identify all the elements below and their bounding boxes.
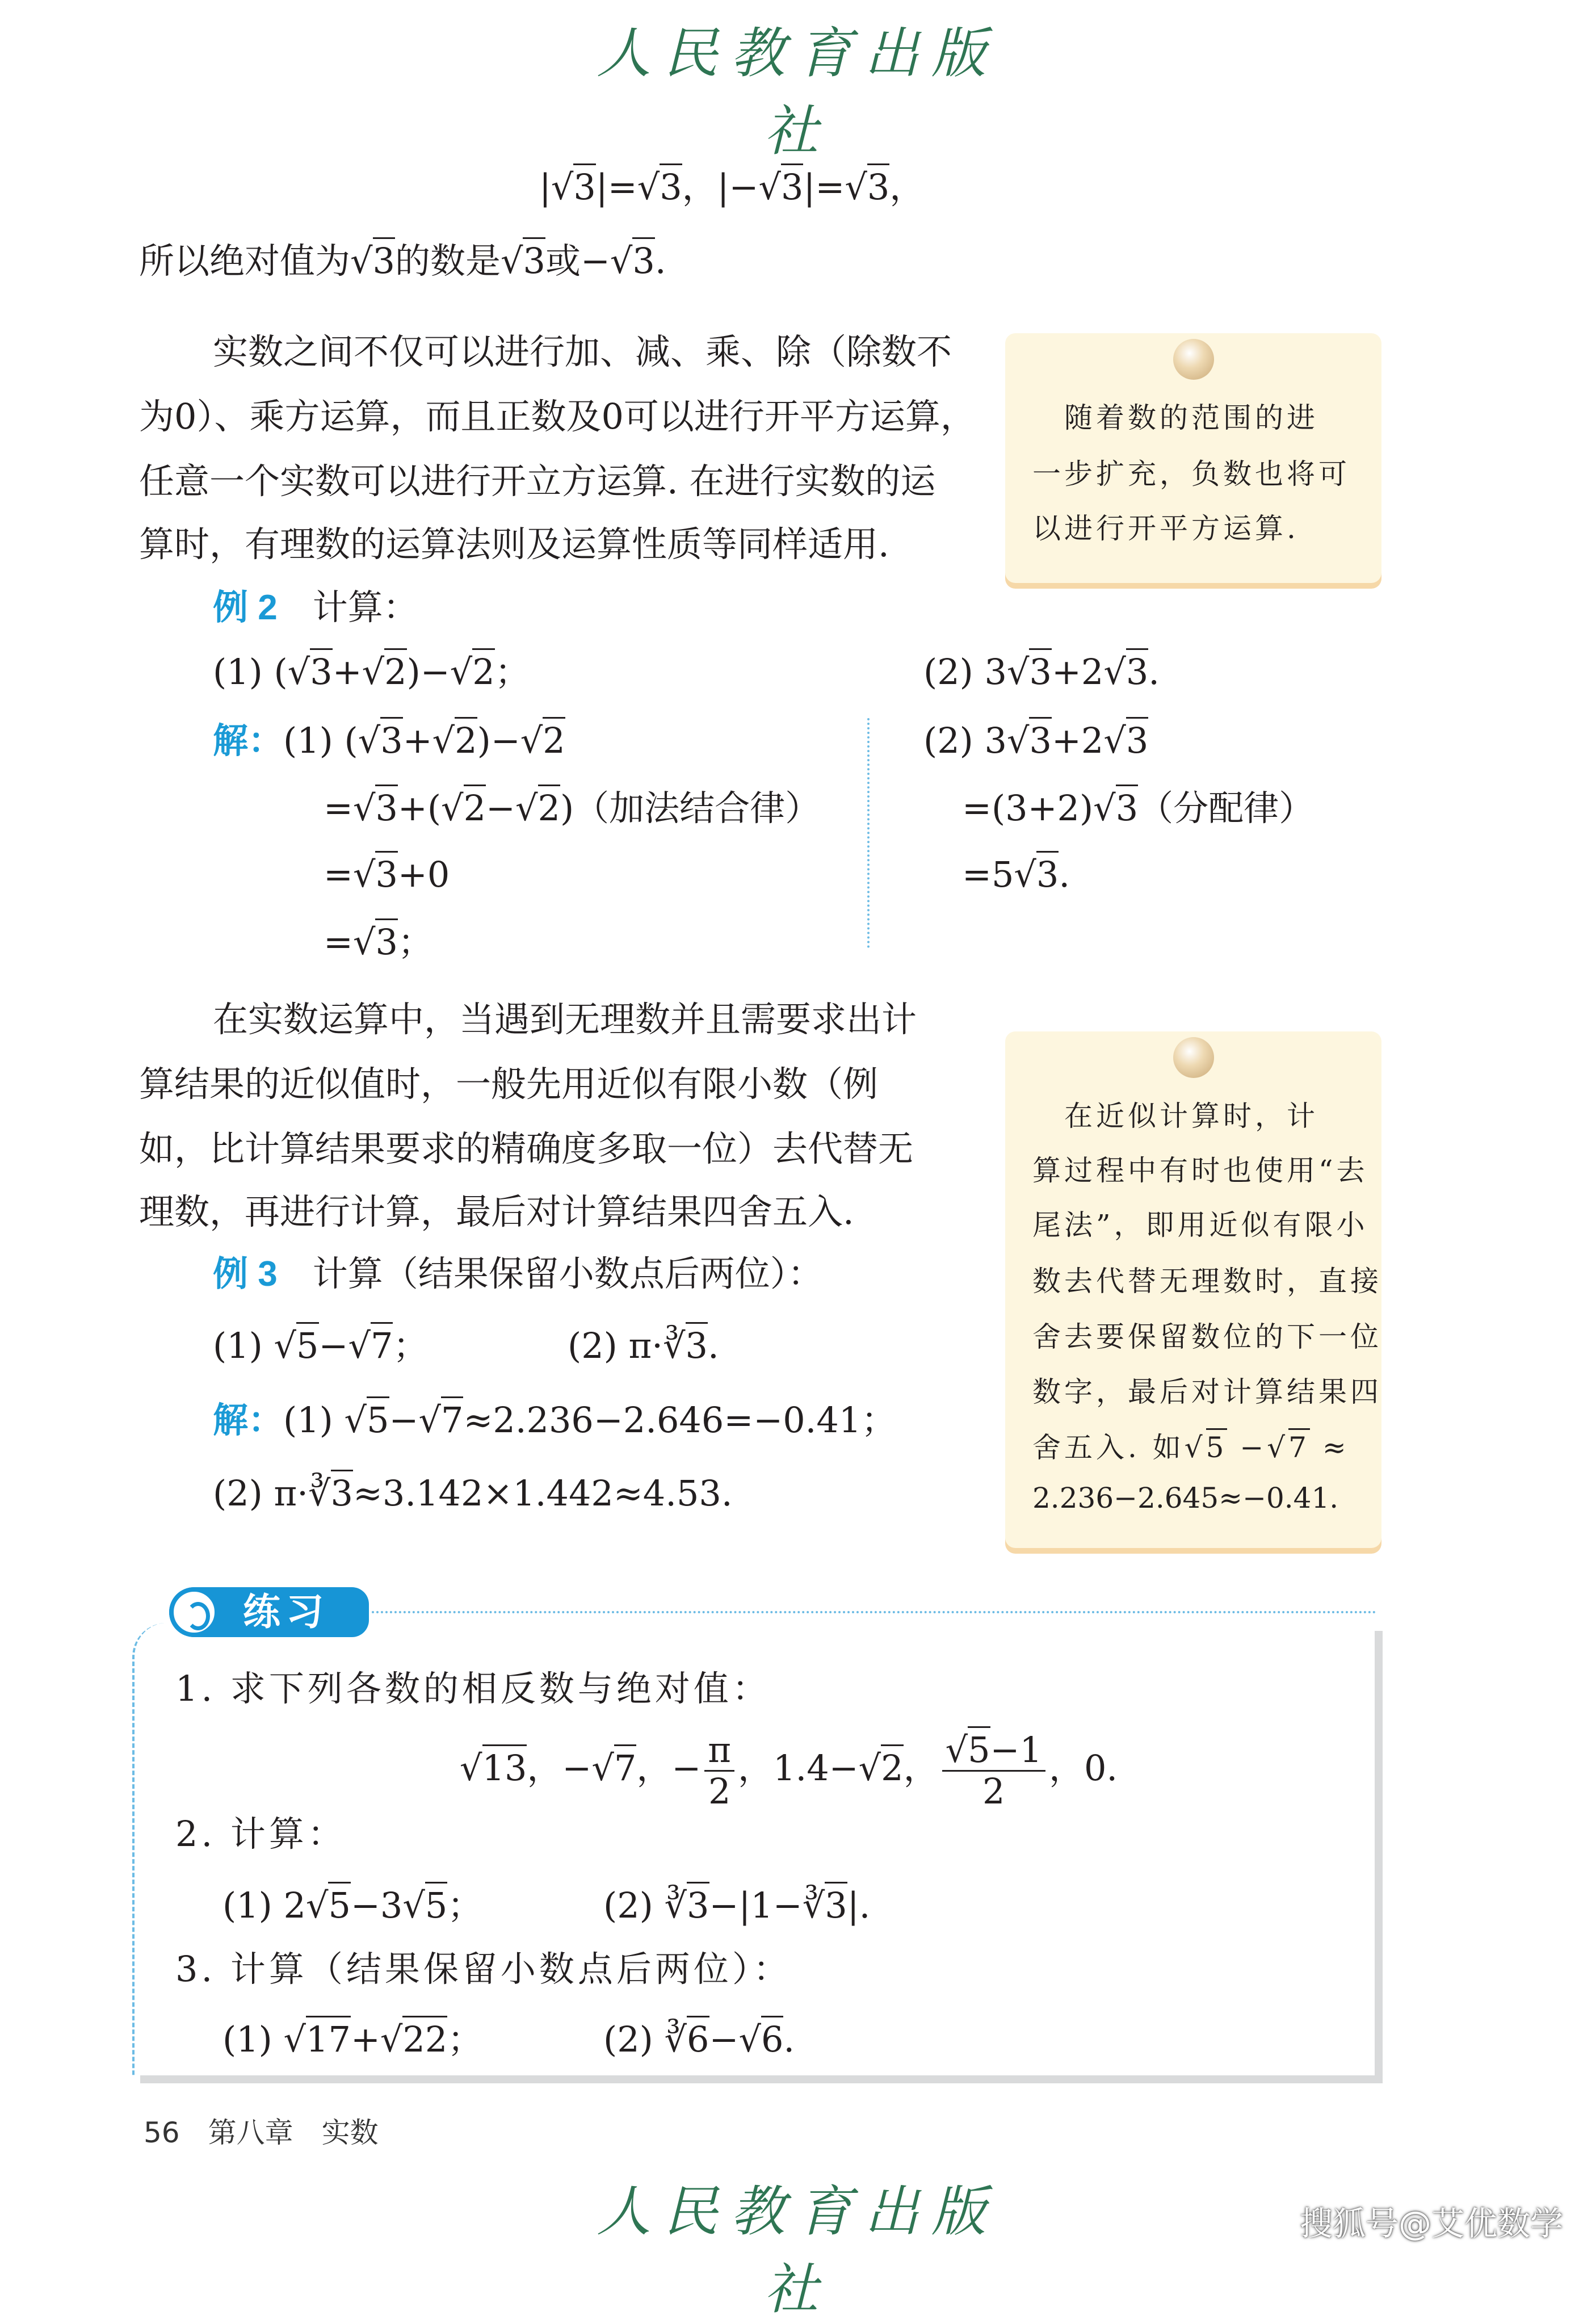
paragraph-line: 任意一个实数可以进行开立方运算. 在进行实数的运: [139, 460, 936, 502]
exercise-icon: [169, 1587, 219, 1637]
side-note-2: [1005, 1031, 1381, 1548]
exercise-q1-items: [460, 1726, 1118, 1811]
solution-step: =√3+0: [324, 852, 450, 897]
solution-step: =(3+2)√3（分配律）: [962, 786, 1314, 831]
solution-step: (2) π·∛3≈3.142×1.442≈4.53.: [213, 1471, 733, 1516]
publisher-logo-bottom: 人民教育出版社: [597, 2180, 998, 2321]
note-line: 在近似计算时，计: [1032, 1100, 1318, 1132]
solution-line: [213, 1398, 896, 1443]
example-label: 例 2: [213, 588, 278, 627]
numerator: √5−1: [942, 1730, 1045, 1772]
exercise-q3: 3. 计算（结果保留小数点后两位）：: [175, 1948, 792, 1990]
math-text: √13，−√7，−: [460, 1744, 701, 1789]
paragraph-line: 算结果的近似值时，一般先用近似有限小数（例: [139, 1063, 879, 1105]
example-2-q1: (1) (√3+√2)−√2；: [213, 649, 530, 695]
exercise-q2: 2. 计算：: [175, 1813, 346, 1855]
page-number: 56: [144, 2116, 180, 2149]
exercise-q3-1: (1) √17+√22；: [222, 2017, 482, 2062]
math-text: ，1.4−√2，: [738, 1744, 939, 1789]
exercise-q1: 1. 求下列各数的相反数与绝对值：: [175, 1668, 771, 1709]
example-2-q2: (2) 3√3+2√3.: [923, 649, 1160, 695]
fraction: [704, 1730, 734, 1811]
note-line: 舍去要保留数位的下一位: [1032, 1320, 1382, 1353]
paragraph-line: 算时，有理数的运算法则及运算性质等同样适用.: [139, 523, 889, 565]
exercise-badge: [169, 1587, 369, 1637]
paragraph-line: 在实数运算中，当遇到无理数并且需要求出计: [213, 999, 917, 1040]
solution-step: =√3；: [324, 920, 433, 965]
paragraph-line: 如，比计算结果要求的精确度多取一位）去代替无: [139, 1128, 914, 1169]
paragraph-line: 实数之间不仅可以进行加、减、乘、除（除数不: [213, 331, 952, 372]
example-3-q2: (2) π·∛3.: [568, 1323, 719, 1369]
note-line: 舍五入. 如√5 −√7 ≈: [1032, 1428, 1350, 1467]
example-label: 例 3: [213, 1255, 278, 1294]
math-text: ，0.: [1048, 1747, 1118, 1789]
note-line: 尾法”，即用近似有限小: [1032, 1209, 1368, 1241]
page-footer: [144, 2115, 379, 2151]
abs-value-conclusion: 所以绝对值为√3的数是√3或−√3.: [139, 238, 666, 284]
solution-step: =√3+(√2−√2)（加法结合律）: [324, 786, 820, 831]
solution-line: [213, 718, 565, 764]
paragraph-line: 为0）、乘方运算，而且正数及0可以进行开平方运算，: [139, 396, 976, 437]
abs-value-equation: |√3|=√3，|−√3|=√3，: [539, 165, 925, 210]
note-line: 一步扩充，负数也将可: [1032, 458, 1350, 490]
denominator: 2: [982, 1771, 1005, 1813]
note-line: 算过程中有时也使用“去: [1032, 1154, 1368, 1187]
solution-label: 解：: [213, 1401, 284, 1440]
example-3-q1: (1) √5−√7；: [213, 1323, 428, 1369]
solution-label: 解：: [213, 721, 284, 761]
exercise-badge-label: 练习: [243, 1590, 329, 1634]
pin-icon: [1173, 339, 1214, 380]
note-line: 随着数的范围的进: [1032, 401, 1318, 434]
example-3-heading: [213, 1251, 823, 1297]
solution-step: =5√3.: [962, 852, 1070, 897]
watermark: 搜狐号@艾优数学: [1300, 2204, 1564, 2243]
example-2-heading: [213, 585, 418, 630]
note-line: 数字，最后对计算结果四: [1032, 1375, 1382, 1408]
exercise-q2-2: (2) ∛3−|1−∛3|.: [603, 1883, 870, 1928]
exercise-q2-1: (1) 2√5−3√5；: [222, 1883, 482, 1928]
note-line: 数去代替无理数时，直接: [1032, 1265, 1382, 1298]
exercise-q3-2: (2) ∛6−√6.: [603, 2017, 795, 2062]
paragraph-line: 理数，再进行计算，最后对计算结果四舍五入.: [139, 1191, 854, 1232]
solution-divider: [867, 718, 870, 948]
chapter-title: 第八章 实数: [208, 2116, 379, 2149]
pin-icon: [1173, 1037, 1214, 1078]
exercise-divider: [372, 1611, 1376, 1613]
note-line: 2.236−2.645≈−0.41.: [1032, 1482, 1339, 1515]
solution-step: (2) 3√3+2√3: [923, 718, 1148, 764]
numerator: π: [704, 1730, 734, 1772]
note-line: 以进行开平方运算.: [1032, 512, 1299, 545]
fraction: [942, 1730, 1045, 1811]
example-title: 计算：: [312, 586, 418, 628]
publisher-logo-top: 人民教育出版社: [597, 22, 998, 163]
solution-step: (1) (√3+√2)−√2: [283, 717, 565, 761]
solution-step: (1) √5−√7≈2.236−2.646=−0.41；: [283, 1396, 896, 1441]
side-note-1: [1005, 333, 1381, 583]
example-title: 计算（结果保留小数点后两位）：: [312, 1253, 823, 1294]
denominator: 2: [708, 1771, 731, 1813]
